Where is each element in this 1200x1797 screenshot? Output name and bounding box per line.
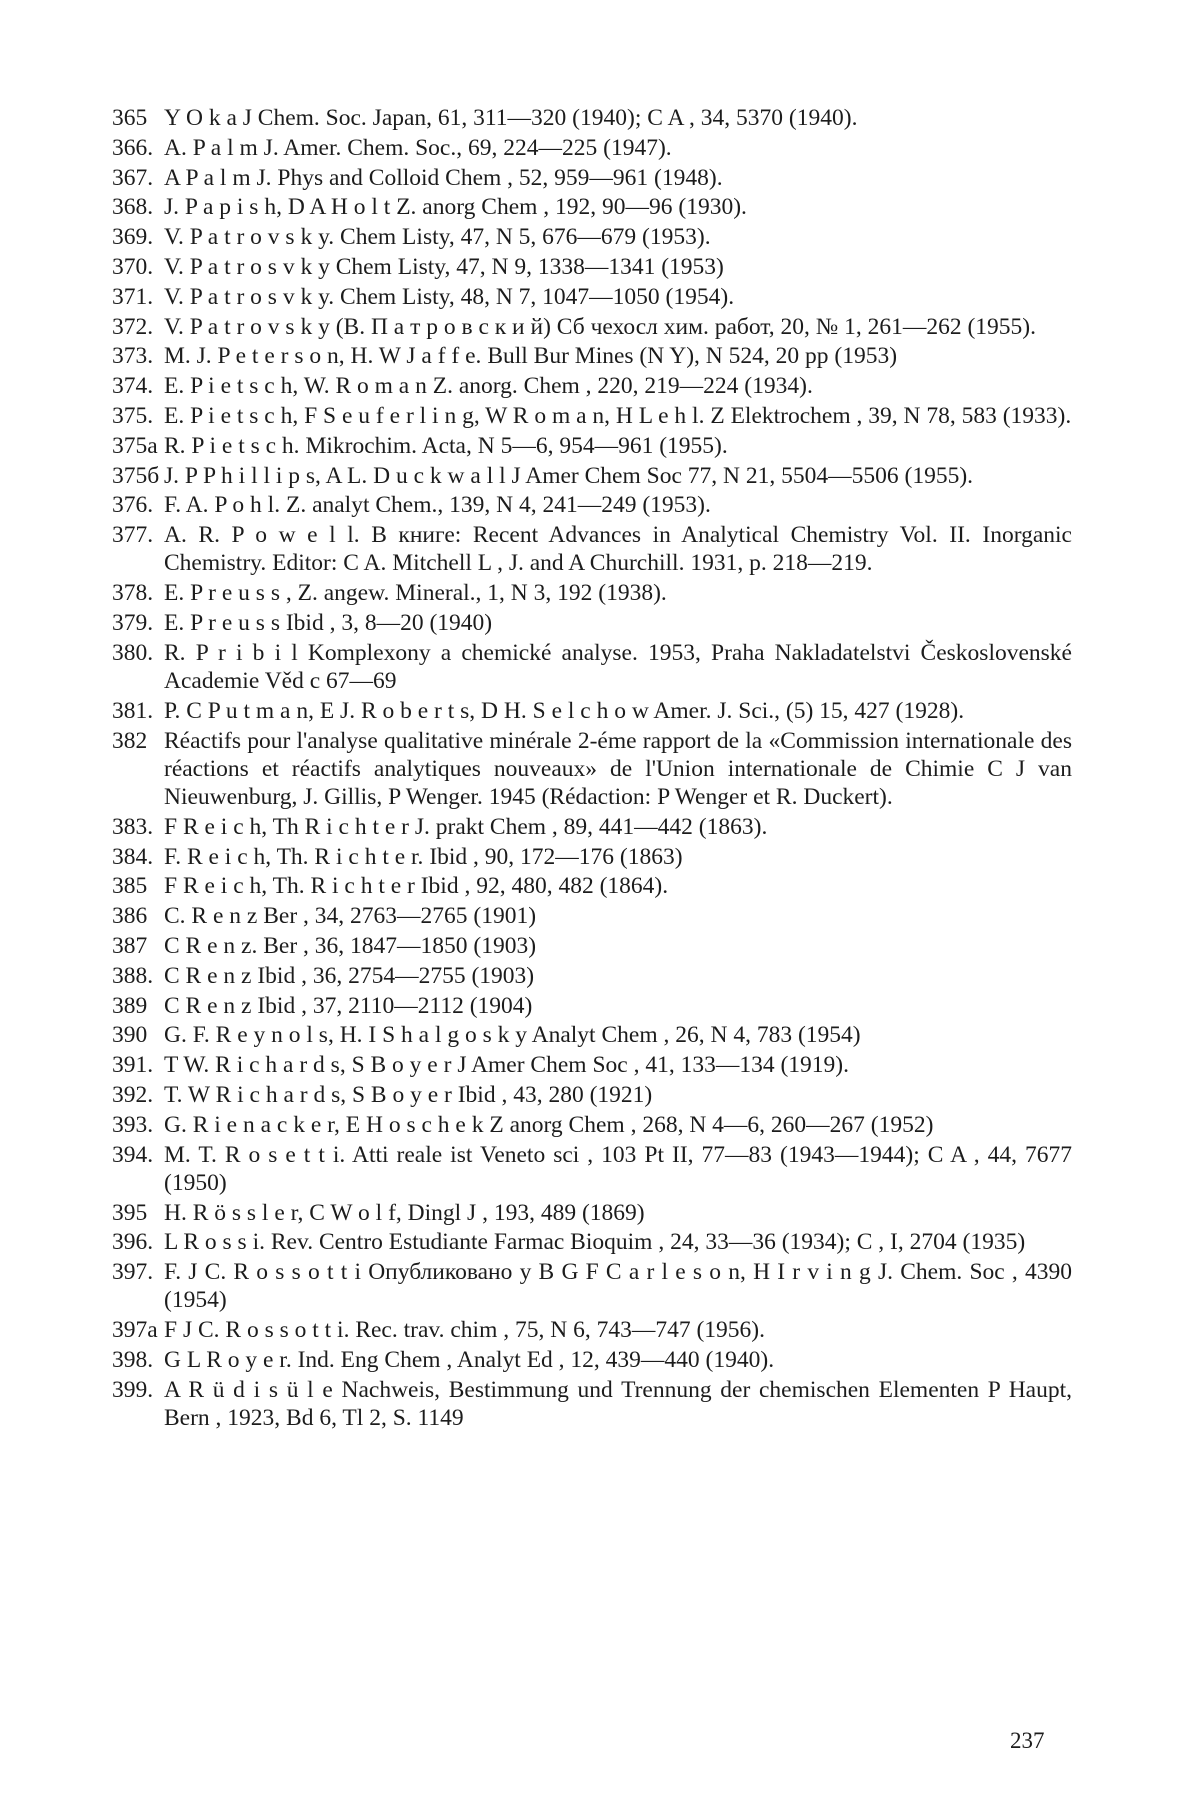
reference-item [112, 164, 1072, 192]
reference-item [112, 1199, 1072, 1227]
reference-number: 394. [112, 1141, 154, 1168]
reference-item [112, 1081, 1072, 1109]
reference-citation: J. prakt Chem , 89, 441—442 (1863). [408, 813, 768, 840]
reference-citation: J. Amer. Chem. Soc., 69, 224—225 (1947). [257, 134, 672, 161]
reference-citation: J Amer Chem Soc , 41, 133—134 (1919). [451, 1052, 849, 1079]
reference-number: 372. [112, 313, 154, 340]
reference-number: 378. [112, 580, 154, 607]
reference-author: A P a l m [164, 164, 251, 191]
reference-number: 373. [112, 343, 154, 370]
reference-number: 398. [112, 1346, 154, 1373]
reference-item [112, 579, 1072, 607]
reference-citation: J. Phys and Colloid Chem , 52, 959—961 (1948). [250, 164, 723, 191]
reference-citation: Nachweis, Bestimmung und Trennung der chemischen Elementen P Haupt, Bern , 1923, Bd 6, Tl 2, S. 1149 [164, 1376, 1073, 1431]
reference-number: 389 [112, 992, 148, 1019]
reference-item [112, 313, 1072, 341]
reference-citation: Amer. J. Sci., (5) 15, 427 (1928). [648, 697, 965, 724]
reference-number: 395 [112, 1199, 148, 1226]
reference-item [112, 1051, 1072, 1079]
reference-number: 367. [112, 164, 154, 191]
reference-citation: J Amer Chem Soc 77, N 21, 5504—5506 (1955). [505, 462, 974, 489]
reference-number: 397a [112, 1317, 158, 1344]
reference-citation: Ibid , 36, 2754—2755 (1903) [251, 962, 535, 989]
reference-number: 380. [112, 639, 154, 666]
reference-author: C R e n z [164, 992, 252, 1019]
reference-author: P. C P u t m a n, E J. R o b e r t s, D H. S e l c h o w [164, 697, 649, 724]
reference-author: C R e n z. [164, 932, 258, 959]
reference-number: 386 [112, 903, 148, 930]
reference-citation: Ibid , 43, 280 (1921) [451, 1081, 653, 1108]
reference-author: G L R o y e r. [164, 1346, 292, 1373]
reference-citation: Chem Listy, 47, N 9, 1338—1341 (1953) [329, 253, 724, 280]
reference-list [112, 104, 1072, 1434]
reference-author: J. P P h i l l i p s, A L. D u c k w a l l [164, 462, 506, 489]
reference-item [112, 342, 1072, 370]
reference-citation: J Chem. Soc. Japan, 61, 311—320 (1940); C A , 34, 5370 (1940). [236, 105, 858, 131]
reference-item [112, 1258, 1072, 1314]
reference-citation: Ibid , 37, 2110—2112 (1904) [251, 992, 533, 1019]
reference-item [112, 104, 1072, 132]
reference-citation: Z. anorg Chem , 192, 90—96 (1930). [390, 194, 747, 221]
reference-author: C R e n z [164, 962, 252, 989]
reference-number: 381. [112, 697, 154, 724]
reference-item [112, 727, 1072, 812]
reference-item [112, 462, 1072, 490]
reference-author: F R e i c h, Th R i c h t e r [164, 813, 409, 840]
reference-citation: Z Elektrochem , 39, N 78, 583 (1933). [704, 402, 1072, 429]
reference-item [112, 1346, 1072, 1374]
reference-citation: Опубликовано у B G F C a r l e s o n, H I r v i n g J. Chem. Soc , 4390 (1954) [164, 1259, 1073, 1314]
reference-item [112, 283, 1072, 311]
reference-number: 390 [112, 1022, 148, 1049]
reference-item [112, 902, 1072, 930]
reference-number: 391. [112, 1052, 154, 1079]
reference-author: E. P i e t s c h, W. R o m a n [164, 373, 427, 400]
reference-author: A. P a l m [164, 134, 258, 161]
reference-number: 371. [112, 283, 154, 310]
reference-number: 375a [112, 432, 158, 459]
reference-author: V. P a t r o s v k y. [164, 283, 335, 310]
reference-author: T. W R i c h a r d s, S B o y e r [164, 1081, 452, 1108]
reference-citation: Rec. trav. chim , 75, N 6, 743—747 (1956). [349, 1317, 765, 1344]
reference-citation: Atti reale ist Veneto sci , 103 Pt II, 77—83 (1943—1944); C A , 44, 7677 (1950) [164, 1141, 1073, 1196]
reference-item [112, 843, 1072, 871]
reference-citation: Ibid , 92, 480, 482 (1864). [414, 873, 669, 900]
reference-author: V. P a t r o v s k y (В. П а т р о в с к и й) [164, 313, 551, 340]
reference-item [112, 813, 1072, 841]
reference-citation: Ber , 36, 1847—1850 (1903) [257, 932, 537, 959]
reference-number: 388. [112, 962, 154, 989]
reference-author: C. R e n z [164, 903, 258, 930]
reference-citation: Z. anorg. Chem , 220, 219—224 (1934). [426, 373, 813, 400]
reference-item [112, 372, 1072, 400]
reference-number: 374. [112, 373, 154, 400]
reference-number: 379. [112, 609, 154, 636]
reference-citation: Analyt Chem , 26, N 4, 783 (1954) [527, 1022, 861, 1049]
reference-author: T W. R i c h a r d s, S B o y e r [164, 1052, 452, 1079]
reference-item [112, 932, 1072, 960]
reference-item [112, 992, 1072, 1020]
reference-number: 365 [112, 105, 148, 131]
reference-item [112, 639, 1072, 695]
reference-author: J. P a p i s h, D A H o l t [164, 194, 391, 221]
reference-citation: Z. analyt Chem., 139, N 4, 241—249 (1953). [280, 492, 711, 519]
reference-author: E. P r e u s s [164, 609, 280, 636]
reference-author: V. P a t r o s v k y [164, 253, 330, 280]
reference-citation: Chem Listy, 47, N 5, 676—679 (1953). [334, 224, 711, 251]
reference-number: 375. [112, 402, 154, 429]
reference-item [112, 521, 1072, 577]
reference-author: M. T. R o s e t t i. [164, 1141, 346, 1168]
reference-citation: Ibid , 90, 172—176 (1863) [423, 843, 683, 870]
reference-author: R. P i e t s c h. [164, 432, 300, 459]
reference-author: E. P i e t s c h, F S e u f e r l i n g, W R o m a n, H L e h l. [164, 402, 705, 429]
reference-item [112, 223, 1072, 251]
reference-item [112, 1228, 1072, 1256]
reference-item [112, 134, 1072, 162]
reference-number: 382 [112, 727, 148, 754]
reference-number: 366. [112, 134, 154, 161]
reference-item [112, 872, 1072, 900]
reference-item [112, 253, 1072, 281]
reference-author: E. P r e u s s , [164, 580, 292, 607]
reference-number: 399. [112, 1376, 154, 1403]
reference-citation: Сб чехосл хим. работ, 20, № 1, 261—262 (1955). [550, 313, 1036, 340]
reference-number: 393. [112, 1111, 154, 1138]
reference-number: 396. [112, 1229, 154, 1256]
page-number: 237 [1010, 1728, 1045, 1753]
reference-author: M. J. P e t e r s o n, H. W J a f f e. [164, 343, 482, 370]
reference-citation: Komplexony a chemické analyse. 1953, Praha Nakladatelstvi Československé Academie Věd c 67—69 [164, 639, 1072, 694]
reference-number: 369. [112, 224, 154, 251]
reference-number: 368. [112, 194, 154, 221]
reference-number: 376. [112, 492, 154, 519]
reference-item [112, 1376, 1072, 1432]
reference-author: F. J C. R o s s o t t i [164, 1259, 361, 1286]
reference-author: A. R. P o w e l l. [164, 522, 360, 549]
reference-number: 375б [112, 462, 160, 489]
reference-item [112, 1021, 1072, 1049]
reference-item [112, 962, 1072, 990]
reference-author: A R ü d i s ü l e [164, 1376, 333, 1403]
reference-author: Y O k a [164, 105, 237, 131]
reference-author: H. R ö s s l e r, C W o l f, [164, 1199, 402, 1226]
reference-number: 385 [112, 873, 148, 900]
reference-author: F. A. P o h l. [164, 492, 281, 519]
reference-item [112, 491, 1072, 519]
reference-author: G. R i e n a c k e r, E H o s c h e k [164, 1111, 484, 1138]
reference-item [112, 402, 1072, 430]
reference-item [112, 697, 1072, 725]
reference-citation: Dingl J , 193, 489 (1869) [401, 1199, 645, 1226]
reference-author: V. P a t r o v s k y. [164, 224, 335, 251]
reference-citation: Réactifs pour l'analyse qualitative minérale 2-éme rapport de la «Commission internationale des réactions et réactifs analytiques nouveaux» de l'Union internationale de Chimie C J van Nieuwenburg, J. Gillis, P Wenger. 1945 (Rédaction: P Wenger et R. Duckert). [164, 727, 1072, 810]
reference-number: 370. [112, 253, 154, 280]
reference-item [112, 193, 1072, 221]
reference-citation: Ibid , 3, 8—20 (1940) [279, 609, 493, 636]
reference-citation: Ind. Eng Chem , Analyt Ed , 12, 439—440 (1940). [291, 1346, 775, 1373]
reference-number: 387 [112, 932, 148, 959]
reference-item [112, 1111, 1072, 1139]
reference-number: 384. [112, 843, 154, 870]
reference-citation: Chem Listy, 48, N 7, 1047—1050 (1954). [334, 283, 735, 310]
reference-author: L R o s s i. [164, 1229, 265, 1256]
reference-citation: Ber , 34, 2763—2765 (1901) [257, 903, 537, 930]
reference-citation: Z. angew. Mineral., 1, N 3, 192 (1938). [291, 580, 667, 607]
reference-citation: Bull Bur Mines (N Y), N 524, 20 pp (1953) [481, 343, 898, 370]
reference-item [112, 432, 1072, 460]
reference-number: 392. [112, 1081, 154, 1108]
reference-item [112, 1316, 1072, 1344]
reference-number: 377. [112, 522, 154, 549]
reference-author: F. R e i c h, Th. R i c h t e r. [164, 843, 424, 870]
reference-citation: В книге: Recent Advances in Analytical Chemistry Vol. II. Inorganic Chemistry. Editor: C A. Mitchell L , J. and A Churchill. 1931, p. 218—219. [164, 522, 1072, 577]
reference-author: F R e i c h, Th. R i c h t e r [164, 873, 415, 900]
reference-citation: Mikrochim. Acta, N 5—6, 954—961 (1955). [299, 432, 728, 459]
reference-item [112, 609, 1072, 637]
reference-number: 383. [112, 813, 154, 840]
reference-number: 397. [112, 1259, 154, 1286]
reference-author: R. P r i b i l [164, 639, 298, 666]
reference-author: G. F. R e y n o l s, H. I S h a l g o s k y [164, 1022, 528, 1049]
reference-citation: Rev. Centro Estudiante Farmac Bioquim , 24, 33—36 (1934); C , I, 2704 (1935) [264, 1229, 1026, 1256]
reference-author: F J C. R o s s o t t i. [164, 1317, 350, 1344]
reference-item [112, 1141, 1072, 1197]
reference-citation: Z anorg Chem , 268, N 4—6, 260—267 (1952) [483, 1111, 934, 1138]
